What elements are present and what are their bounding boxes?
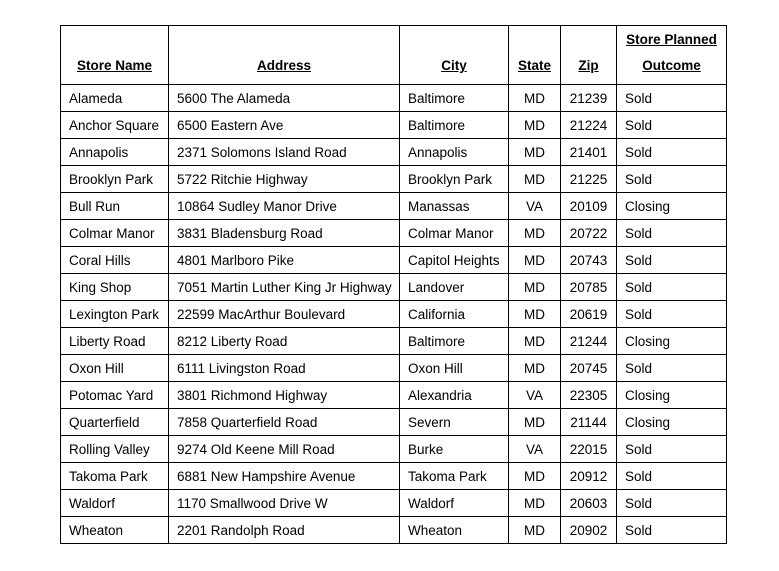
cell-state: MD [509, 112, 561, 139]
cell-state: MD [509, 220, 561, 247]
table-row [61, 112, 727, 139]
cell-city: Baltimore [400, 112, 509, 139]
cell-zip: 20109 [561, 193, 617, 220]
cell-zip: 22305 [561, 382, 617, 409]
cell-zip: 20722 [561, 220, 617, 247]
cell-outcome: Closing [617, 193, 727, 220]
cell-address: 6500 Eastern Ave [169, 112, 400, 139]
cell-city: Colmar Manor [400, 220, 509, 247]
cell-address: 8212 Liberty Road [169, 328, 400, 355]
table-header-row [61, 26, 727, 85]
cell-state: MD [509, 463, 561, 490]
table-body [61, 85, 727, 544]
header-state: State [509, 26, 561, 85]
cell-zip: 20912 [561, 463, 617, 490]
header-outcome-line1: Store Planned [626, 32, 717, 47]
cell-state: VA [509, 193, 561, 220]
table-row [61, 355, 727, 382]
cell-zip: 21239 [561, 85, 617, 112]
cell-store-name: Oxon Hill [61, 355, 169, 382]
cell-outcome: Closing [617, 382, 727, 409]
cell-outcome: Sold [617, 355, 727, 382]
cell-zip: 20603 [561, 490, 617, 517]
cell-state: MD [509, 247, 561, 274]
cell-zip: 21225 [561, 166, 617, 193]
cell-address: 3831 Bladensburg Road [169, 220, 400, 247]
cell-zip: 20743 [561, 247, 617, 274]
cell-state: MD [509, 139, 561, 166]
cell-address: 22599 MacArthur Boulevard [169, 301, 400, 328]
cell-store-name: Potomac Yard [61, 382, 169, 409]
cell-zip: 21244 [561, 328, 617, 355]
cell-address: 5600 The Alameda [169, 85, 400, 112]
cell-zip: 21144 [561, 409, 617, 436]
cell-city: Burke [400, 436, 509, 463]
cell-outcome: Sold [617, 139, 727, 166]
cell-store-name: Takoma Park [61, 463, 169, 490]
cell-state: MD [509, 301, 561, 328]
cell-state: VA [509, 382, 561, 409]
cell-city: Takoma Park [400, 463, 509, 490]
table-row [61, 139, 727, 166]
cell-address: 6111 Livingston Road [169, 355, 400, 382]
cell-state: MD [509, 409, 561, 436]
cell-store-name: Annapolis [61, 139, 169, 166]
cell-state: MD [509, 355, 561, 382]
cell-address: 2371 Solomons Island Road [169, 139, 400, 166]
cell-address: 2201 Randolph Road [169, 517, 400, 544]
cell-outcome: Sold [617, 463, 727, 490]
cell-store-name: Anchor Square [61, 112, 169, 139]
cell-city: Severn [400, 409, 509, 436]
cell-address: 1170 Smallwood Drive W [169, 490, 400, 517]
table-row [61, 274, 727, 301]
cell-address: 3801 Richmond Highway [169, 382, 400, 409]
cell-address: 9274 Old Keene Mill Road [169, 436, 400, 463]
cell-outcome: Sold [617, 85, 727, 112]
cell-city: Waldorf [400, 490, 509, 517]
cell-city: Baltimore [400, 85, 509, 112]
table-row [61, 409, 727, 436]
cell-state: MD [509, 274, 561, 301]
cell-outcome: Sold [617, 517, 727, 544]
cell-store-name: Alameda [61, 85, 169, 112]
cell-address: 4801 Marlboro Pike [169, 247, 400, 274]
cell-address: 6881 New Hampshire Avenue [169, 463, 400, 490]
cell-address: 7051 Martin Luther King Jr Highway [169, 274, 400, 301]
cell-outcome: Sold [617, 301, 727, 328]
cell-state: MD [509, 166, 561, 193]
cell-city: California [400, 301, 509, 328]
cell-address: 7858 Quarterfield Road [169, 409, 400, 436]
table-row [61, 517, 727, 544]
table-row [61, 166, 727, 193]
table-row [61, 328, 727, 355]
cell-city: Oxon Hill [400, 355, 509, 382]
table-row [61, 247, 727, 274]
cell-store-name: Bull Run [61, 193, 169, 220]
cell-outcome: Sold [617, 436, 727, 463]
cell-store-name: Rolling Valley [61, 436, 169, 463]
cell-store-name: Coral Hills [61, 247, 169, 274]
table-row [61, 463, 727, 490]
store-outcome-table [60, 25, 727, 544]
cell-city: Baltimore [400, 328, 509, 355]
cell-city: Manassas [400, 193, 509, 220]
cell-city: Brooklyn Park [400, 166, 509, 193]
table-row [61, 193, 727, 220]
cell-store-name: Waldorf [61, 490, 169, 517]
cell-city: Alexandria [400, 382, 509, 409]
cell-zip: 21224 [561, 112, 617, 139]
cell-city: Wheaton [400, 517, 509, 544]
cell-zip: 20785 [561, 274, 617, 301]
table-row [61, 382, 727, 409]
cell-store-name: King Shop [61, 274, 169, 301]
cell-address: 10864 Sudley Manor Drive [169, 193, 400, 220]
table-row [61, 490, 727, 517]
cell-state: MD [509, 85, 561, 112]
cell-zip: 20619 [561, 301, 617, 328]
cell-store-name: Brooklyn Park [61, 166, 169, 193]
cell-outcome: Closing [617, 328, 727, 355]
cell-address: 5722 Ritchie Highway [169, 166, 400, 193]
table-row [61, 436, 727, 463]
cell-state: MD [509, 517, 561, 544]
header-outcome [617, 26, 727, 85]
cell-outcome: Sold [617, 247, 727, 274]
cell-store-name: Liberty Road [61, 328, 169, 355]
cell-state: VA [509, 436, 561, 463]
cell-store-name: Quarterfield [61, 409, 169, 436]
table-row [61, 220, 727, 247]
header-store-name: Store Name [61, 26, 169, 85]
cell-outcome: Sold [617, 166, 727, 193]
cell-outcome: Sold [617, 490, 727, 517]
cell-outcome: Sold [617, 112, 727, 139]
cell-store-name: Lexington Park [61, 301, 169, 328]
cell-outcome: Sold [617, 220, 727, 247]
cell-state: MD [509, 328, 561, 355]
cell-zip: 20745 [561, 355, 617, 382]
cell-state: MD [509, 490, 561, 517]
header-city: City [400, 26, 509, 85]
table-row [61, 85, 727, 112]
cell-city: Landover [400, 274, 509, 301]
cell-zip: 21401 [561, 139, 617, 166]
header-outcome-line2: Outcome [642, 58, 701, 73]
table-row [61, 301, 727, 328]
cell-store-name: Wheaton [61, 517, 169, 544]
cell-store-name: Colmar Manor [61, 220, 169, 247]
cell-outcome: Closing [617, 409, 727, 436]
header-address: Address [169, 26, 400, 85]
cell-city: Capitol Heights [400, 247, 509, 274]
cell-outcome: Sold [617, 274, 727, 301]
header-zip: Zip [561, 26, 617, 85]
cell-zip: 22015 [561, 436, 617, 463]
cell-zip: 20902 [561, 517, 617, 544]
cell-city: Annapolis [400, 139, 509, 166]
